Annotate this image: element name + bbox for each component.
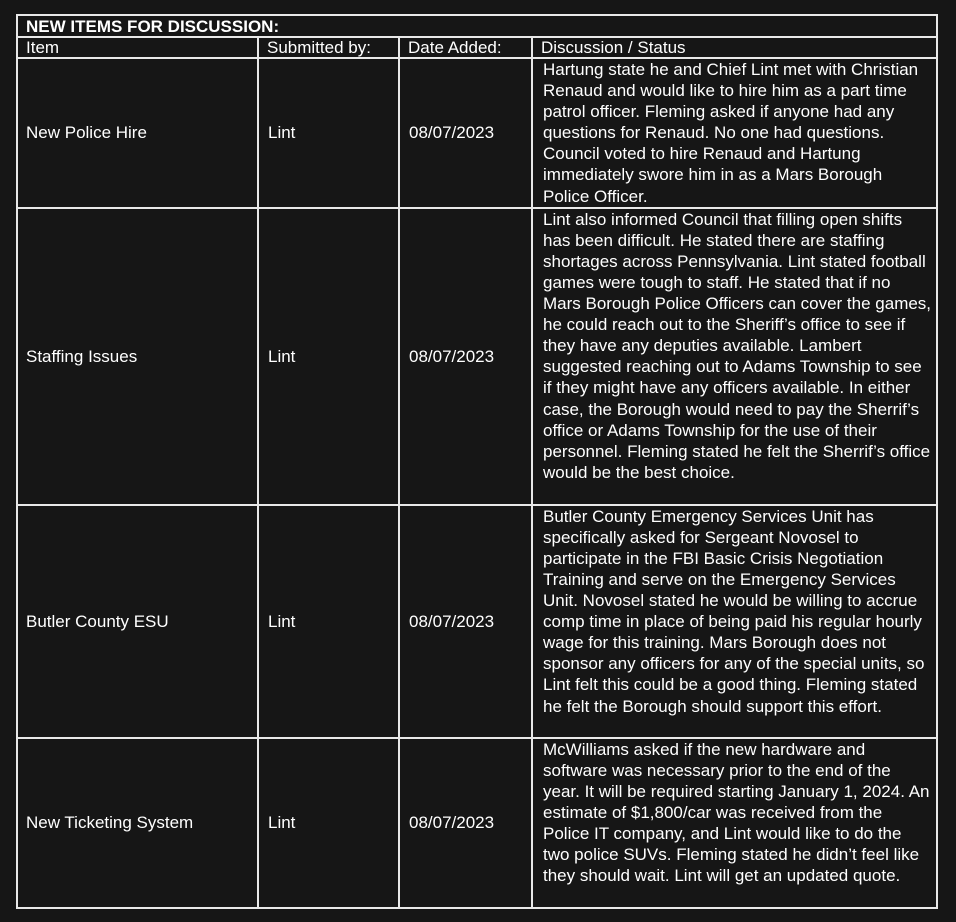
row-submitted-by: Lint <box>258 738 399 908</box>
table-row <box>17 208 937 505</box>
row-date-added: 08/07/2023 <box>399 738 532 908</box>
row-discussion: McWilliams asked if the new hardware and software was necessary prior to the end of the year. It will be required starting January 1, 2024. An estimate of $1,800/car was received from the Police IT company, and Lint would like to do the two police SUVs. Fleming stated he didn’t feel like they should wait. Lint will get an updated quote. <box>532 738 937 908</box>
table-title-row <box>17 15 937 37</box>
table-row <box>17 738 937 908</box>
column-header-discussion: Discussion / Status <box>532 37 937 58</box>
row-discussion: Hartung state he and Chief Lint met with Christian Renaud and would like to hire him as a part time patrol officer. Fleming asked if anyone had any questions for Renaud. No one had questions. Council voted to hire Renaud and Hartung immediately swore him in as a Mars Borough Police Officer. <box>532 58 937 208</box>
table-title: NEW ITEMS FOR DISCUSSION: <box>17 15 937 37</box>
discussion-table <box>16 14 938 909</box>
column-header-submitted-by: Submitted by: <box>258 37 399 58</box>
row-date-added: 08/07/2023 <box>399 208 532 505</box>
row-item: Butler County ESU <box>17 505 258 738</box>
row-submitted-by: Lint <box>258 505 399 738</box>
row-submitted-by: Lint <box>258 58 399 208</box>
row-item: Staffing Issues <box>17 208 258 505</box>
row-submitted-by: Lint <box>258 208 399 505</box>
column-header-item: Item <box>17 37 258 58</box>
column-header-date-added: Date Added: <box>399 37 532 58</box>
table-row <box>17 505 937 738</box>
discussion-table-container <box>16 14 936 909</box>
row-discussion: Butler County Emergency Services Unit has specifically asked for Sergeant Novosel to participate in the FBI Basic Crisis Negotiation Training and serve on the Emergency Services Unit. Novosel stated he would be willing to accrue comp time in place of being paid his regular hourly wage for this training. Mars Borough does not sponsor any officers for any of the special units, so Lint felt this could be a good thing. Fleming stated he felt the Borough should support this effort. <box>532 505 937 738</box>
row-item: New Ticketing System <box>17 738 258 908</box>
row-date-added: 08/07/2023 <box>399 58 532 208</box>
row-date-added: 08/07/2023 <box>399 505 532 738</box>
table-row <box>17 58 937 208</box>
table-header-row <box>17 37 937 58</box>
row-item: New Police Hire <box>17 58 258 208</box>
row-discussion: Lint also informed Council that filling open shifts has been difficult. He stated there are staffing shortages across Pennsylvania. Lint stated football games were tough to staff. He stated that if no Mars Borough Police Officers can cover the games, he could reach out to the Sheriff’s office to see if they have any deputies available. Lambert suggested reaching out to Adams Township to see if they might have any officers available. In either case, the Borough would need to pay the Sherrif’s office or Adams Township for the use of their personnel. Fleming stated he felt the Sherrif’s office would be the best choice. <box>532 208 937 505</box>
